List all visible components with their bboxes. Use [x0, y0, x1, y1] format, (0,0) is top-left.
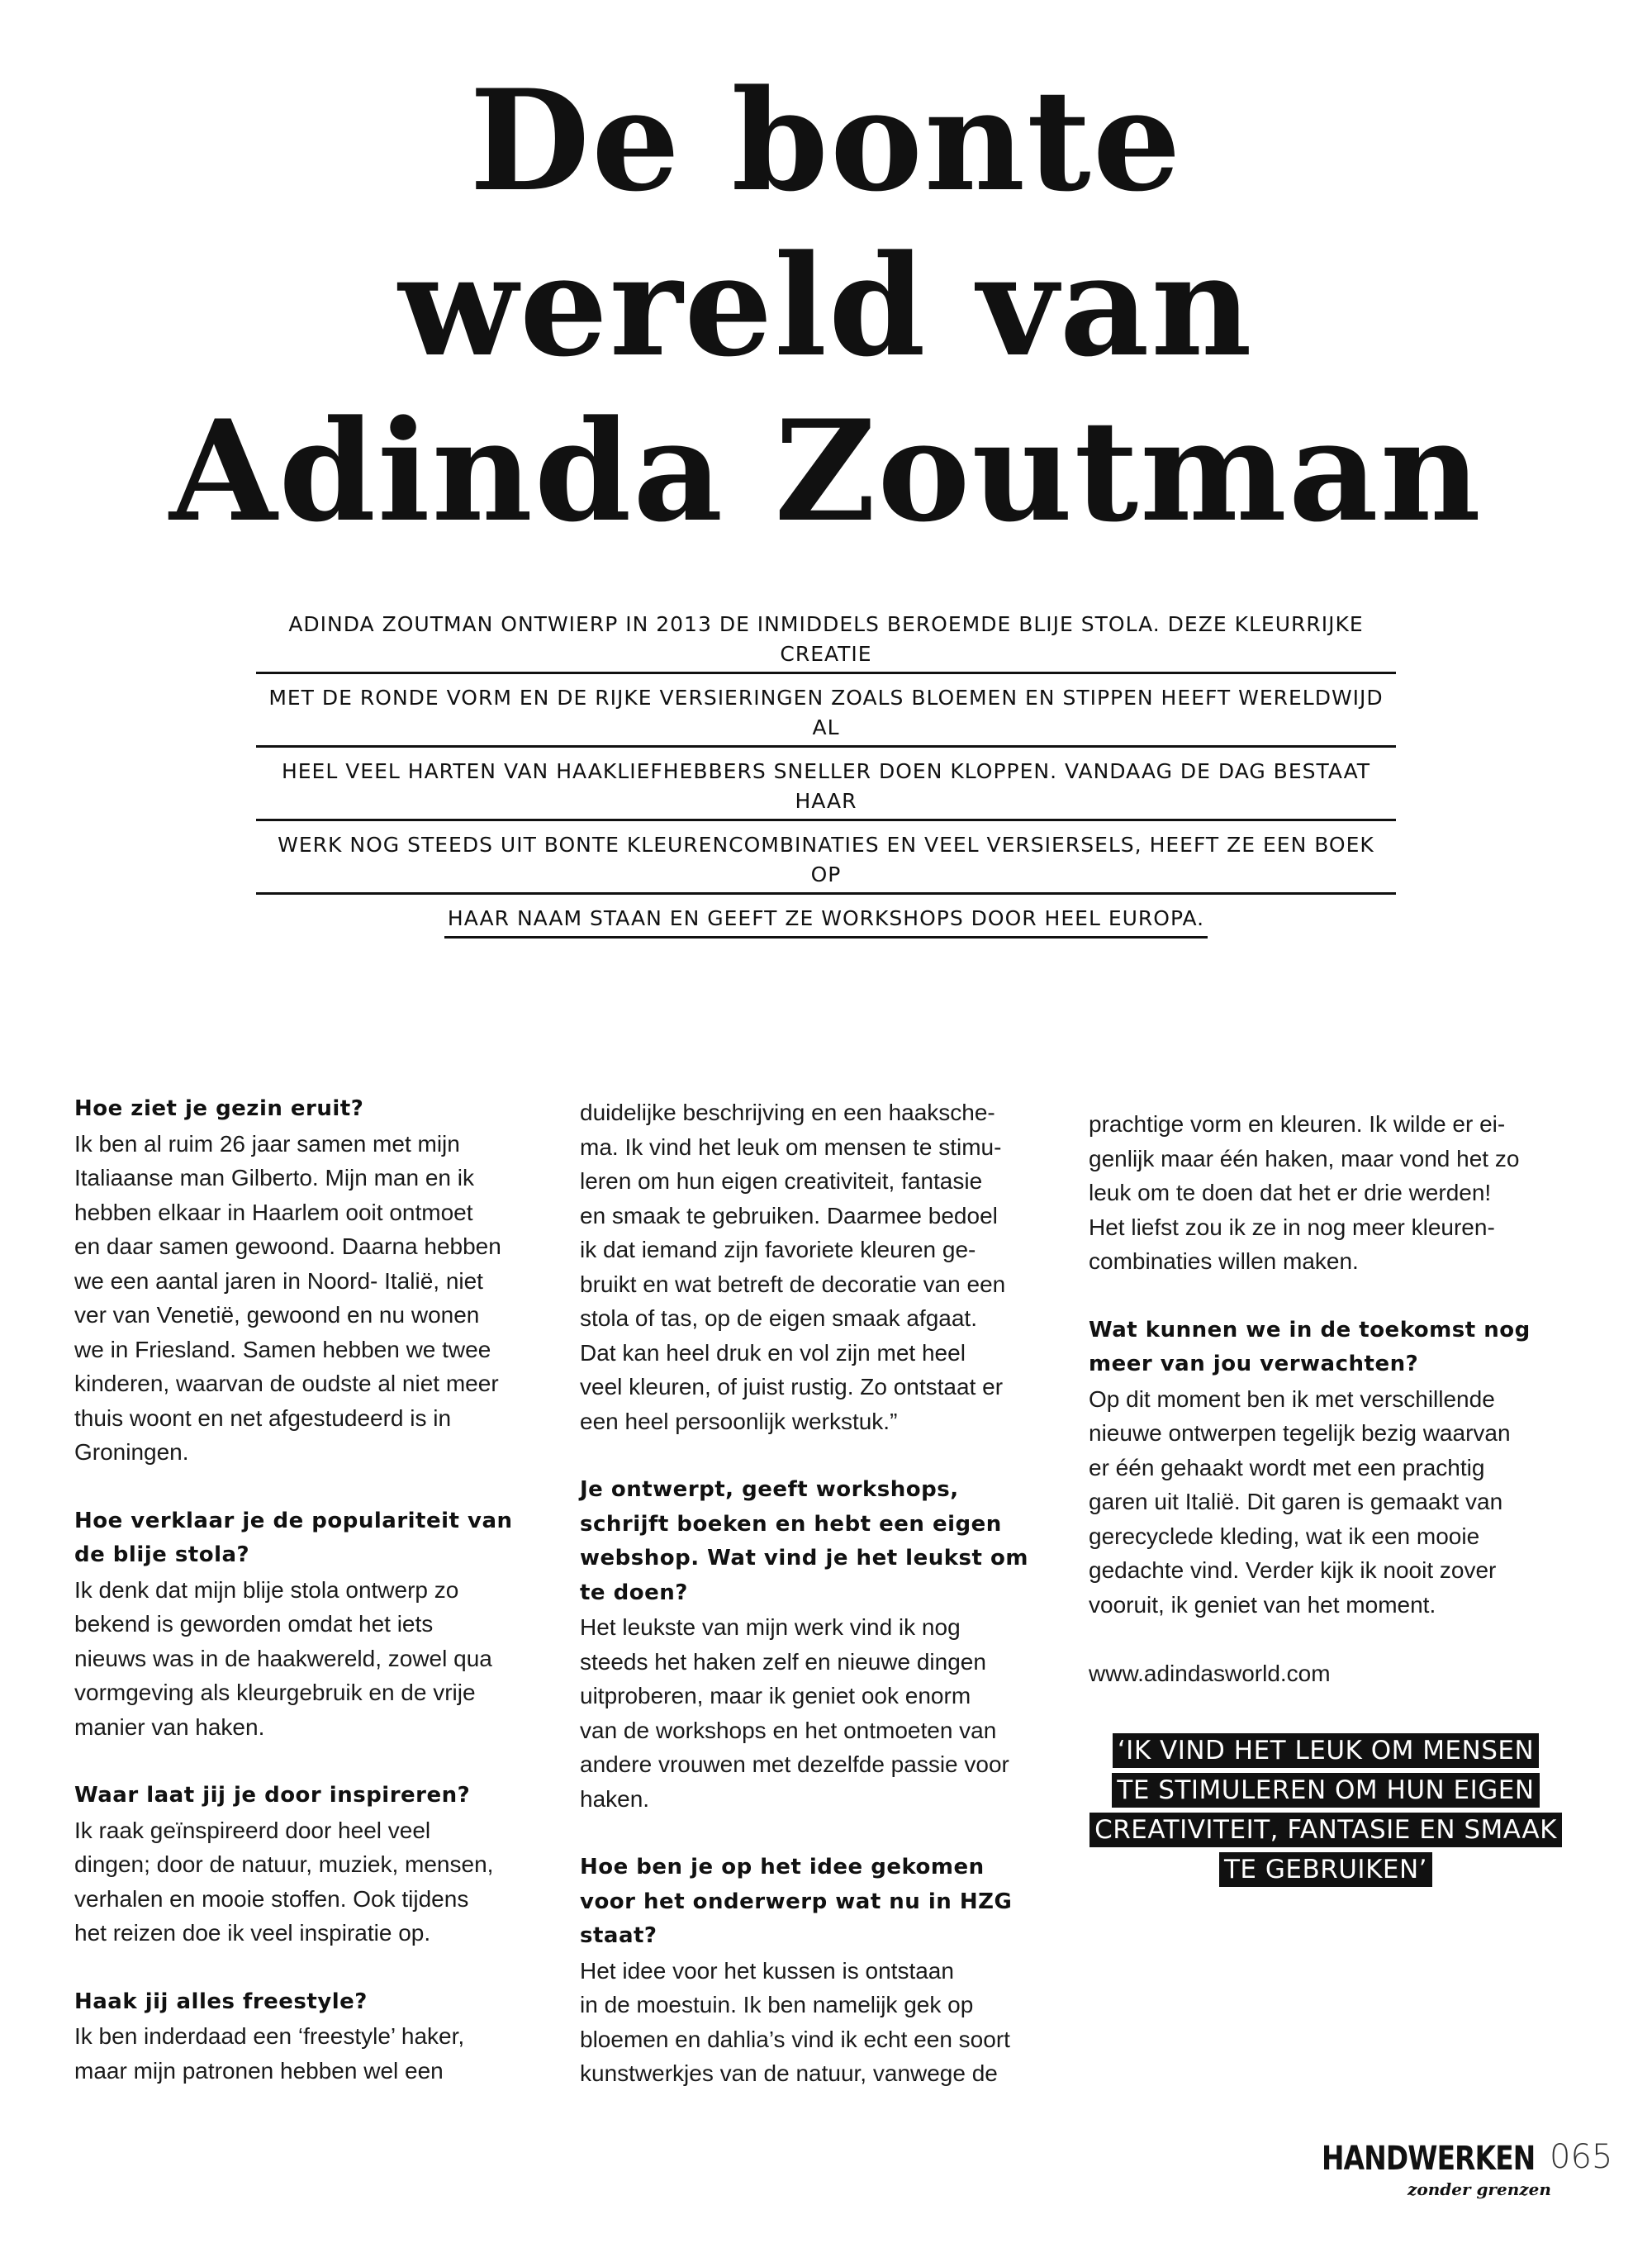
pull-quote-line: ‘IK VIND HET LEUK OM MENSEN — [1113, 1733, 1539, 1768]
intro-line-4: WERK NOG STEEDS UIT BONTE KLEURENCOMBINATIES EN VEEL VERSIERSELS, HEEFT ZE EEN BOEK OP — [256, 830, 1396, 895]
text-line: andere vrouwen met dezelfde passie voor — [580, 1751, 1009, 1777]
text-line: Groningen. — [74, 1439, 189, 1465]
text-line: van de workshops en het ontmoeten van — [580, 1717, 997, 1743]
answer-paragraph — [74, 1813, 537, 1951]
text-line: genlijk maar één haken, maar vond het zo — [1089, 1145, 1520, 1171]
text-line: uitproberen, maar ik geniet ook enorm — [580, 1683, 971, 1708]
website-link[interactable]: www.adindasworld.com — [1089, 1661, 1331, 1686]
text-line: ver van Venetië, gewoond en nu wonen — [74, 1302, 480, 1328]
text-line: duidelijke beschrijving en een haaksche- — [580, 1100, 995, 1125]
text-line: maar mijn patronen hebben wel een — [74, 2057, 444, 2084]
magazine-brand: HANDWERKEN — [1322, 2140, 1536, 2178]
article-column-3 — [1089, 1107, 1551, 1691]
answer-paragraph — [74, 1573, 537, 1745]
question-heading — [74, 1504, 537, 1573]
intro-line-2: MET DE RONDE VORM EN DE RIJKE VERSIERINGEN ZOALS BLOEMEN EN STIPPEN HEEFT WERELDWIJD AL — [256, 683, 1396, 748]
text-line: bruikt en wat betreft de decoratie van een — [580, 1271, 1006, 1297]
pull-quote-line: TE STIMULEREN OM HUN EIGEN — [1112, 1773, 1539, 1808]
answer-paragraph — [1089, 1382, 1551, 1623]
intro-line-1: ADINDA ZOUTMAN ONTWIERP IN 2013 DE INMIDDELS BEROEMDE BLIJE STOLA. DEZE KLEURRIJKE CREATIE — [256, 610, 1396, 674]
text-line: steeds het haken zelf en nieuwe dingen — [580, 1648, 986, 1675]
title-line-3: Adinda Zoutman — [169, 389, 1483, 553]
text-line: leuk om te doen dat het er drie werden! — [1089, 1180, 1492, 1205]
page-number: 065 — [1550, 2138, 1613, 2176]
article-column-1 — [74, 1092, 537, 2088]
text-line: dingen; door de natuur, muziek, mensen, — [74, 1851, 494, 1877]
text-line: hebben elkaar in Haarlem ooit ontmoet — [74, 1199, 473, 1225]
question-heading — [1089, 1314, 1551, 1382]
text-line: Dat kan heel druk en vol zijn met heel — [580, 1339, 966, 1366]
answer-paragraph — [580, 1095, 1042, 1438]
text-line: Ik ben inderdaad een ‘freestyle’ haker, — [74, 2023, 465, 2049]
question-heading — [580, 1851, 1042, 1954]
intro-standfirst — [256, 610, 1396, 939]
text-line: staat? — [580, 1923, 657, 1948]
text-line: haken. — [580, 1785, 650, 1812]
text-line: nieuwe ontwerpen tegelijk bezig waarvan — [1089, 1420, 1511, 1446]
text-line: thuis woont en net afgestudeerd is in — [74, 1404, 452, 1431]
text-line: garen uit Italië. Dit garen is gemaakt van — [1089, 1489, 1503, 1514]
intro-line-5: HAAR NAAM STAAN EN GEEFT ZE WORKSHOPS DOOR HEEL EUROPA. — [444, 904, 1208, 939]
text-line: nieuws was in de haakwereld, zowel qua — [74, 1645, 492, 1671]
answer-paragraph — [580, 1954, 1042, 2091]
text-line: Het idee voor het kussen is ontstaan — [580, 1957, 954, 1984]
text-line: vooruit, ik geniet van het moment. — [1089, 1591, 1436, 1618]
text-line: Het liefst zou ik ze in nog meer kleuren- — [1089, 1214, 1495, 1240]
answer-paragraph — [1089, 1107, 1551, 1279]
text-line: Ik denk dat mijn blije stola ontwerp zo — [74, 1576, 459, 1603]
text-line: we in Friesland. Samen hebben we twee — [74, 1336, 491, 1362]
text-line: vormgeving als kleurgebruik en de vrije — [74, 1680, 476, 1705]
text-line: prachtige vorm en kleuren. Ik wilde er ei- — [1089, 1111, 1506, 1137]
text-line: in de moestuin. Ik ben namelijk gek op — [580, 1992, 974, 2017]
text-line: gedachte vind. Verder kijk ik nooit zover — [1089, 1557, 1497, 1583]
question-heading: Hoe ziet je gezin eruit? — [74, 1096, 364, 1121]
title-line-1: De bonte — [469, 59, 1183, 222]
text-line: webshop. Wat vind je het leukst om — [580, 1546, 1028, 1571]
magazine-brand-subtitle: zonder grenzen — [1408, 2179, 1551, 2199]
text-line: de blije stola? — [74, 1542, 250, 1567]
pull-quote-line: TE GEBRUIKEN’ — [1219, 1852, 1432, 1887]
text-line: er één gehaakt wordt met een prachtig — [1089, 1454, 1485, 1480]
answer-paragraph — [580, 1610, 1042, 1816]
answer-paragraph — [74, 1127, 537, 1470]
text-line: Italiaanse man Gilberto. Mijn man en ik — [74, 1165, 474, 1190]
text-line: een heel persoonlijk werkstuk.” — [580, 1408, 898, 1434]
text-line: leren om hun eigen creativiteit, fantasie — [580, 1168, 983, 1194]
pull-quote-line: CREATIVITEIT, FANTASIE EN SMAAK — [1089, 1813, 1562, 1847]
text-line: Hoe verklaar je de populariteit van — [74, 1508, 513, 1533]
text-line: Op dit moment ben ik met verschillende — [1089, 1385, 1495, 1412]
text-line: combinaties willen maken. — [1089, 1248, 1359, 1274]
text-line: voor het onderwerp wat nu in HZG — [580, 1889, 1013, 1914]
question-heading: Haak jij alles freestyle? — [74, 1989, 368, 2014]
text-line: het reizen doe ik veel inspiratie op. — [74, 1920, 431, 1946]
pull-quote — [1082, 1731, 1569, 1889]
text-line: kinderen, waarvan de oudste al niet meer — [74, 1371, 499, 1396]
text-line: gerecyclede kleding, wat ik een mooie — [1089, 1523, 1480, 1549]
article-title — [0, 58, 1652, 554]
text-line: Je ontwerpt, geeft workshops, — [580, 1477, 959, 1502]
text-line: verhalen en mooie stoffen. Ook tijdens — [74, 1885, 469, 1912]
article-column-2 — [580, 1095, 1042, 2091]
text-line: en smaak te gebruiken. Daarmee bedoel — [580, 1202, 998, 1228]
text-line: meer van jou verwachten? — [1089, 1352, 1419, 1376]
text-line: kunstwerkjes van de natuur, vanwege de — [580, 2060, 998, 2086]
text-line: veel kleuren, of juist rustig. Zo ontstaat er — [580, 1374, 1004, 1399]
answer-paragraph — [74, 2019, 537, 2088]
text-line: Het leukste van mijn werk vind ik nog — [580, 1614, 961, 1640]
text-line: te doen? — [580, 1580, 688, 1605]
text-line: Ik raak geïnspireerd door heel veel — [74, 1817, 431, 1843]
question-heading — [580, 1473, 1042, 1610]
question-heading: Waar laat jij je door inspireren? — [74, 1783, 471, 1808]
text-line: Hoe ben je op het idee gekomen — [580, 1855, 985, 1879]
text-line: schrijft boeken en hebt een eigen — [580, 1511, 1002, 1537]
text-line: en daar samen gewoond. Daarna hebben — [74, 1233, 501, 1259]
intro-line-3: HEEL VEEL HARTEN VAN HAAKLIEFHEBBERS SNELLER DOEN KLOPPEN. VANDAAG DE DAG BESTAAT HAAR — [256, 757, 1396, 821]
text-line: ma. Ik vind het leuk om mensen te stimu- — [580, 1133, 1002, 1160]
title-line-2: wereld van — [398, 224, 1254, 387]
text-line: manier van haken. — [74, 1713, 265, 1740]
text-line: ik dat iemand zijn favoriete kleuren ge- — [580, 1237, 976, 1262]
text-line: bloemen en dahlia’s vind ik echt een soort — [580, 2026, 1010, 2052]
text-line: bekend is geworden omdat het iets — [74, 1611, 434, 1637]
page-footer — [1322, 2140, 1619, 2222]
text-line: stola of tas, op de eigen smaak afgaat. — [580, 1305, 977, 1331]
text-line: Wat kunnen we in de toekomst nog — [1089, 1317, 1531, 1342]
text-line: Ik ben al ruim 26 jaar samen met mijn — [74, 1130, 460, 1157]
text-line: we een aantal jaren in Noord- Italië, niet — [74, 1267, 483, 1294]
